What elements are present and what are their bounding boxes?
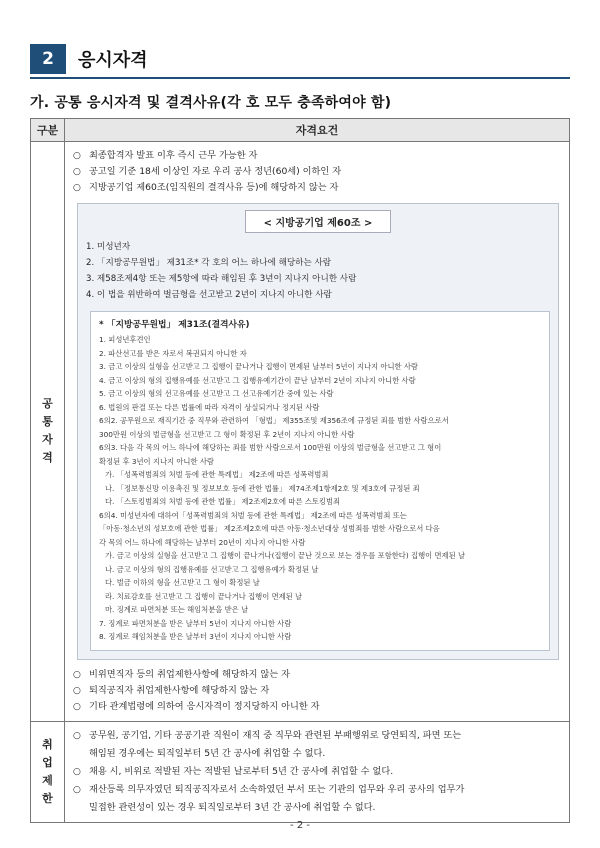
- article-31-title: * 「지방공무원법」 제31조(결격사유): [99, 320, 250, 330]
- list-item: 7. 징계로 파면처분을 받은 날부터 5년이 지나지 아니한 사람: [99, 618, 292, 628]
- list-item: ○ 채용 시, 비위로 적발된 자는 적발된 날로부터 5년 간 공사에 취업할 수 없다.: [73, 763, 563, 781]
- page-number: - 2 -: [290, 820, 310, 831]
- section-title: 응시자격: [78, 50, 148, 71]
- list-item: 6. 법원의 판결 또는 다른 법률에 따라 자격이 상실되거나 정지된 사람: [99, 402, 320, 412]
- restriction-cell: [65, 721, 570, 822]
- list-item: 「아동·청소년의 성보호에 관한 법률」 제2조제2호에 따른 아동·청소년대상 성범죄를 범한 사람으로서 다음: [99, 524, 440, 533]
- list-item: 6의2. 공무원으로 재직기간 중 직무와 관련하여 「형법」 제355조및 제356조에 규정된 죄를 범한 사람으로서: [99, 416, 449, 425]
- list-item: 1. 피성년후견인: [99, 335, 151, 344]
- list-item: 확정된 후 3년이 지나지 아니한 사람: [99, 456, 214, 466]
- table-header-row: [31, 119, 570, 142]
- list-item: 3. 금고 이상의 실형을 선고받고 그 집행이 끝나거나 집행이 면제된 날부터 5년이 지나지 아니한 사람: [99, 362, 418, 371]
- list-item: 4. 금고 이상의 형의 집행유예를 선고받고 그 집행유예기간이 끝난 날부터 2년이 지나지 아니한 사람: [99, 375, 416, 385]
- common-requirements-cell: [65, 142, 570, 722]
- list-item: 2. 「지방공무원법」 제31조* 각 호의 어느 하나에 해당하는 사람: [86, 258, 332, 268]
- table-row-common: [31, 142, 570, 722]
- section-number: 2: [30, 44, 66, 74]
- list-item: 밀접한 관련성이 있는 경우 퇴직일로부터 3년 간 공사에 취업할 수 없다.: [89, 801, 376, 813]
- list-item: 1. 미성년자: [86, 242, 131, 252]
- list-item: ○ 최종합격자 발표 이후 즉시 근무 가능한 자: [73, 148, 563, 164]
- list-item: 4. 이 법을 위반하여 벌금형을 선고받고 2년이 지나지 아니한 사람: [86, 290, 332, 300]
- list-item: 300만원 이상의 벌금형을 선고받고 그 형이 확정된 후 2년이 지나지 아니한 사람: [99, 429, 355, 439]
- header-requirements: 자격요건: [65, 119, 570, 142]
- list-item: 가. 금고 이상의 실형을 선고받고 그 집행이 끝나거나(집행이 끝난 것으로 보는 경우를 포함한다) 집행이 면제된 날: [105, 551, 465, 560]
- requirements-table: [30, 118, 570, 823]
- list-item: 각 목의 어느 하나에 해당하는 날부터 20년이 지나지 아니한 사람: [99, 537, 306, 547]
- header-category: 구분: [31, 119, 65, 142]
- list-item: ○ 공무원, 공기업, 기타 공공기관 직원이 재직 중 직무와 관련된 부패행위로 당연퇴직, 파면 또는: [73, 727, 563, 745]
- list-item: ○ 비위면직자 등의 취업제한사항에 해당하지 않는 자: [73, 667, 563, 683]
- list-item: 라. 치료감호를 선고받고 그 집행이 끝나거나 집행이 면제된 날: [105, 591, 303, 601]
- list-item: 6의3. 다음 각 목의 어느 하나에 해당하는 죄를 범한 사람으로서 100만원 이상의 벌금형을 선고받고 그 형이: [99, 443, 442, 452]
- list-item: 다. 「스토킹범죄의 처벌 등에 관한 법률」 제2조제2호에 따른 스토킹범죄: [105, 497, 341, 506]
- article-60-title: < 지방공기업 제60조 >: [245, 210, 392, 233]
- list-item: 해임된 경우에는 퇴직일부터 5년 간 공사에 취업할 수 없다.: [89, 747, 326, 759]
- list-item: ○ 지방공기업 제60조(임직원의 결격사유 등)에 해당하지 않는 자: [73, 180, 563, 196]
- list-item: ○ 기타 관계법령에 의하여 응시자격이 정지당하지 아니한 자: [73, 699, 563, 715]
- list-item: 5. 금고 이상의 형의 선고유예를 선고받고 그 선고유예기간 중에 있는 사람: [99, 389, 334, 398]
- list-item: 마. 징계로 파면처분 또는 해임처분을 받은 날: [105, 605, 249, 614]
- list-item: 가. 「성폭력범죄의 처벌 등에 관한 특례법」 제2조에 따른 성폭력범죄: [105, 470, 329, 479]
- list-item: 나. 「정보통신망 이용촉진 및 정보보호 등에 관한 법률」 제74조제1항제2호 및 제3호에 규정된 죄: [105, 483, 420, 493]
- table-row-restriction: [31, 721, 570, 822]
- article-31-box: [90, 311, 550, 651]
- section-divider: [30, 77, 570, 79]
- list-item: ○ 재산등록 의무자였던 퇴직공직자로서 소속하였던 부서 또는 기관의 업무와 우리 공사의 업무가: [73, 781, 563, 799]
- list-item: 다. 벌금 이하의 형을 선고받고 그 형이 확정된 날: [105, 578, 260, 587]
- row-label-restriction: 취 업 제 한: [31, 721, 65, 822]
- subsection-title: 가. 공통 응시자격 및 결격사유(각 호 모두 충족하여야 함): [30, 95, 392, 111]
- article-60-box: [77, 203, 559, 660]
- list-item: 6의4. 미성년자에 대하여「성폭력범죄의 처벌 등에 관한 특례법」 제2조에 따른 성폭력범죄 또는: [99, 510, 407, 520]
- list-item: ○ 퇴직공직자 취업제한사항에 해당하지 않는 자: [73, 683, 563, 699]
- list-item: 나. 금고 이상의 형의 집행유예를 선고받고 그 집행유예가 확정된 날: [105, 564, 319, 574]
- list-item: 8. 징계로 해임처분을 받은 날부터 3년이 지나지 아니한 사람: [99, 632, 292, 641]
- row-label-common: 공 통 자 격: [31, 142, 65, 722]
- list-item: 2. 파산선고를 받은 자로서 복권되지 아니한 자: [99, 348, 247, 358]
- list-item: ○ 공고일 기준 18세 이상인 자로 우리 공사 정년(60세) 이하인 자: [73, 164, 563, 180]
- section-header: [30, 40, 570, 78]
- list-item: 3. 제58조제4항 또는 제5항에 따라 해임된 후 3년이 지나지 아니한 사람: [86, 274, 357, 284]
